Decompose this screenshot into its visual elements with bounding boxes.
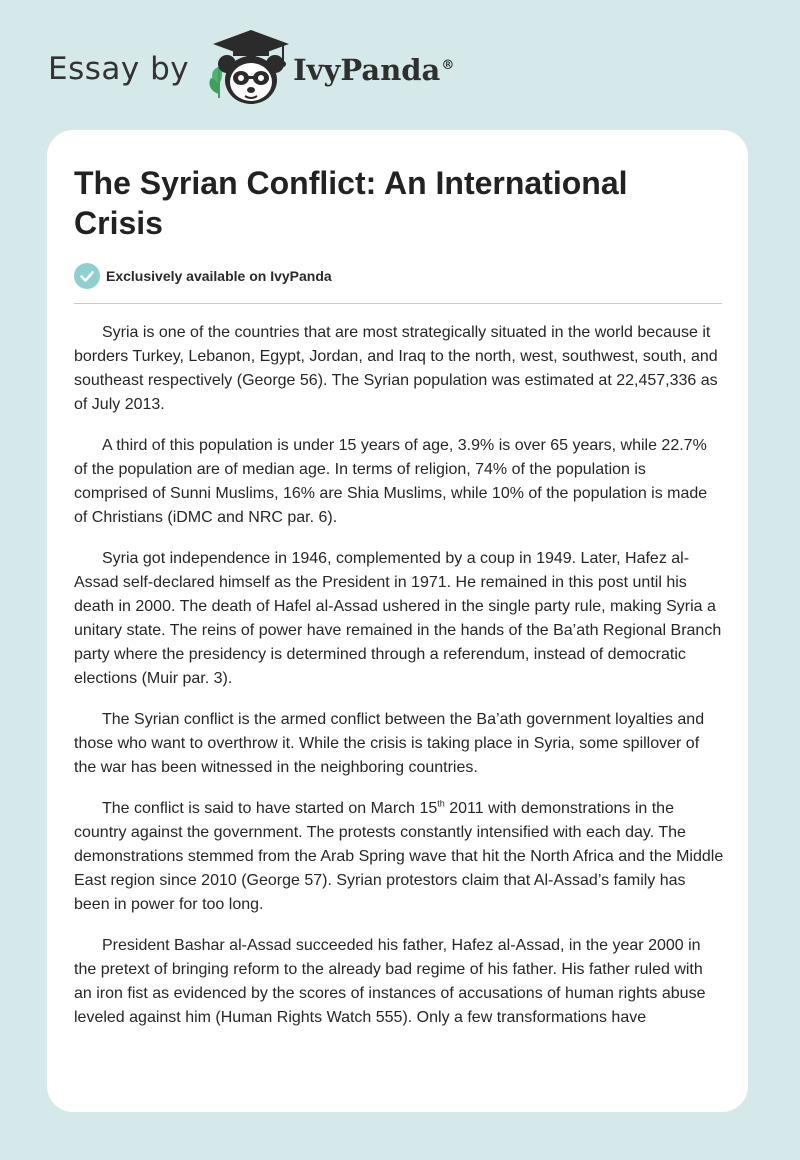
paragraph: Syria is one of the countries that are most strategically situated in the world because it borders Turkey, Lebanon, Egypt, Jordan, and Iraq to the north, west, southwest, south, and southeast respectively (George 56). The Syrian population was estimated at 22,457,336 as of July 2013. <box>74 324 718 413</box>
essay-by-label: Essay by <box>48 51 190 87</box>
paragraph: The Syrian conflict is the armed conflict between the Ba’ath government loyalties and those who want to overthrow it. While the crisis is taking place in Syria, some spillover of the war has been witnessed in the neighboring countries. <box>74 711 705 776</box>
paragraph: A third of this population is under 15 years of age, 3.9% is over 65 years, while 22.7% of the population are of median age. In terms of religion, 74% of the population is comprised of Sunni Muslims, 16% are Shia Muslims, while 10% of the population is made of Christians (iDMC and NRC par. 6). <box>74 437 708 526</box>
exclusive-badge <box>74 263 332 289</box>
paragraph-text: 2011 with demonstrations in the country against the government. The protests constantly intensified with each day. The demonstrations stemmed from the Arab Spring wave that hit the North Africa and the Middle East region since 2010 (George 57). Syrian protestors claim that Al-Assad’s family has been in power for too long. <box>74 800 724 913</box>
exclusive-label: Exclusively available on IvyPanda <box>106 268 332 284</box>
brand-name-text: IvyPanda <box>293 53 441 87</box>
divider <box>74 303 722 304</box>
paragraph: President Bashar al-Assad succeeded his father, Hafez al-Assad, in the year 2000 in the pretext of bringing reform to the already bad regime of his father. His father ruled with an iron fist as evidenced by the scores of instances of accusations of human rights abuse leveled against him (Human Rights Watch 555). Only a few transformations have <box>74 937 706 1026</box>
paragraph: Syria got independence in 1946, complemented by a coup in 1949. Later, Hafez al-Assad self-declared himself as the President in 1971. He remained in this post until his death in 2000. The death of Hafel al-Assad ushered in the single party rule, making Syria a unitary state. The reins of power have remained in the hands of the Ba’ath Regional Branch party where the presidency is determined through a referendum, instead of democratic elections (Muir par. 3). <box>74 550 722 687</box>
paragraph-text: The conflict is said to have started on March 15 <box>102 800 438 817</box>
site-header <box>48 28 454 108</box>
brand-name[interactable] <box>293 53 454 87</box>
panda-graduate-logo-icon[interactable] <box>203 28 293 108</box>
essay-title: The Syrian Conflict: An International Crisis <box>74 165 628 241</box>
registered-mark: ® <box>441 58 455 74</box>
essay-body <box>74 321 724 1047</box>
paragraph <box>74 797 724 917</box>
ordinal-suffix: th <box>437 798 445 809</box>
check-circle-icon <box>74 263 100 289</box>
essay-card <box>47 130 748 1112</box>
